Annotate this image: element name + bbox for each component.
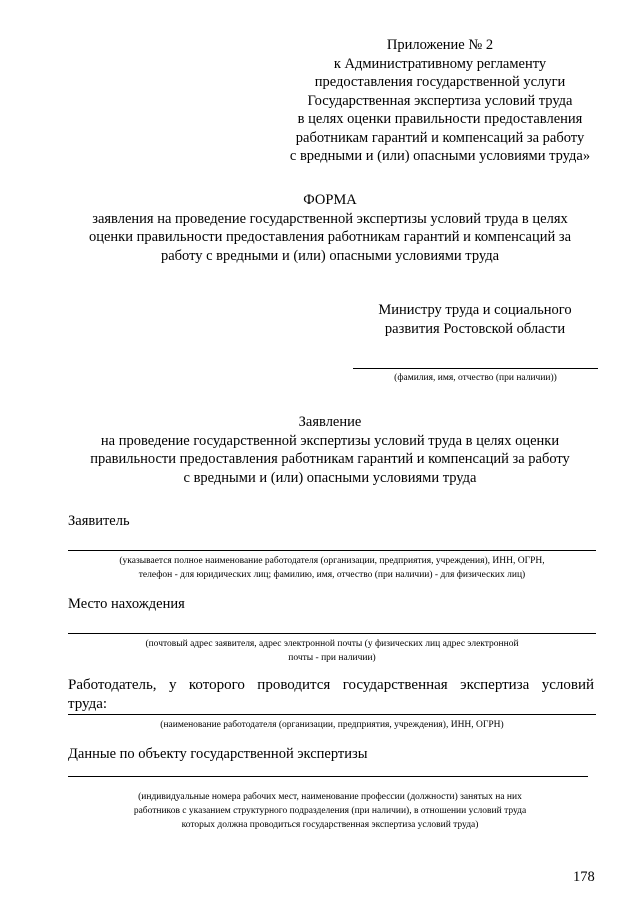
addressee-line: Министру труда и социального (378, 302, 572, 318)
location-hint (68, 637, 596, 665)
object-data-hint-line: которых должна проводиться государственная экспертиза условий труда) (181, 820, 479, 830)
applicant-hint-line: (указывается полное наименование работодателя (организации, предприятия, учреждения), ИНН, ОГРН, (119, 556, 545, 566)
form-heading: ФОРМА (303, 192, 357, 208)
appendix-line: предоставления государственной услуги (314, 74, 566, 90)
appendix-line: с вредными и (или) опасными условиями труда» (289, 148, 591, 164)
statement-line: на проведение государственной экспертизы условий труда в целях оценки (100, 432, 560, 449)
object-data-label: Данные по объекту государственной экспертизы (68, 746, 368, 762)
addressee-line: развития Ростовской области (384, 320, 566, 337)
object-data-hint (60, 790, 600, 832)
statement-line: правильности предоставления работникам гарантий и компенсаций за работу (90, 451, 570, 467)
employer-hint: (наименование работодателя (организации, предприятия, учреждения), ИНН, ОГРН) (160, 720, 504, 730)
fio-input-line[interactable] (353, 368, 598, 369)
location-input-line[interactable] (68, 633, 596, 634)
employer-label-line2: труда: (68, 696, 108, 712)
fio-hint: (фамилия, имя, отчество (при наличии)) (394, 373, 557, 383)
appendix-line: к Административному регламенту (333, 55, 547, 72)
object-data-hint-line: (индивидуальные номера рабочих мест, наименование профессии (должности) занятых на них (138, 792, 522, 802)
page-number: 178 (573, 869, 595, 885)
form-title-line: оценки правильности предоставления работникам гарантий и компенсаций за (88, 229, 572, 245)
object-data-hint-line: работников с указанием структурного подразделения (при наличии), в отношении условий труда (133, 806, 527, 816)
applicant-hint (68, 554, 596, 582)
appendix-block (270, 36, 610, 166)
addressee-block (350, 301, 600, 338)
applicant-input-line[interactable] (68, 550, 596, 551)
form-title-line: работу с вредными и (или) опасными условиями труда (160, 247, 500, 264)
statement-block (60, 413, 600, 487)
statement-heading: Заявление (298, 414, 362, 430)
appendix-line: работникам гарантий и компенсаций за работу (295, 129, 585, 146)
location-hint-line: (почтовый адрес заявителя, адрес электронной почты (у физических лиц адрес электронной (145, 639, 519, 649)
appendix-line: Государственная экспертиза условий труда (307, 92, 573, 109)
employer-input-line[interactable] (68, 714, 596, 715)
location-hint-line: почты - при наличии) (288, 653, 376, 663)
statement-line: с вредными и (или) опасными условиями труда (183, 469, 477, 486)
object-data-input-line[interactable] (68, 776, 588, 777)
appendix-line: в целях оценки правильности предоставления (297, 111, 583, 127)
appendix-line: Приложение № 2 (386, 37, 494, 53)
form-title-block (60, 191, 600, 265)
location-label: Место нахождения (68, 596, 185, 612)
applicant-label: Заявитель (68, 513, 130, 529)
form-title-line: заявления на проведение государственной экспертизы условий труда в целях (92, 210, 568, 227)
applicant-hint-line: телефон - для юридических лиц; фамилию, имя, отчество (при наличии) - для физических лиц) (138, 570, 526, 580)
employer-label-line1: Работодатель, у которого проводится государственная экспертиза условий (68, 677, 594, 693)
